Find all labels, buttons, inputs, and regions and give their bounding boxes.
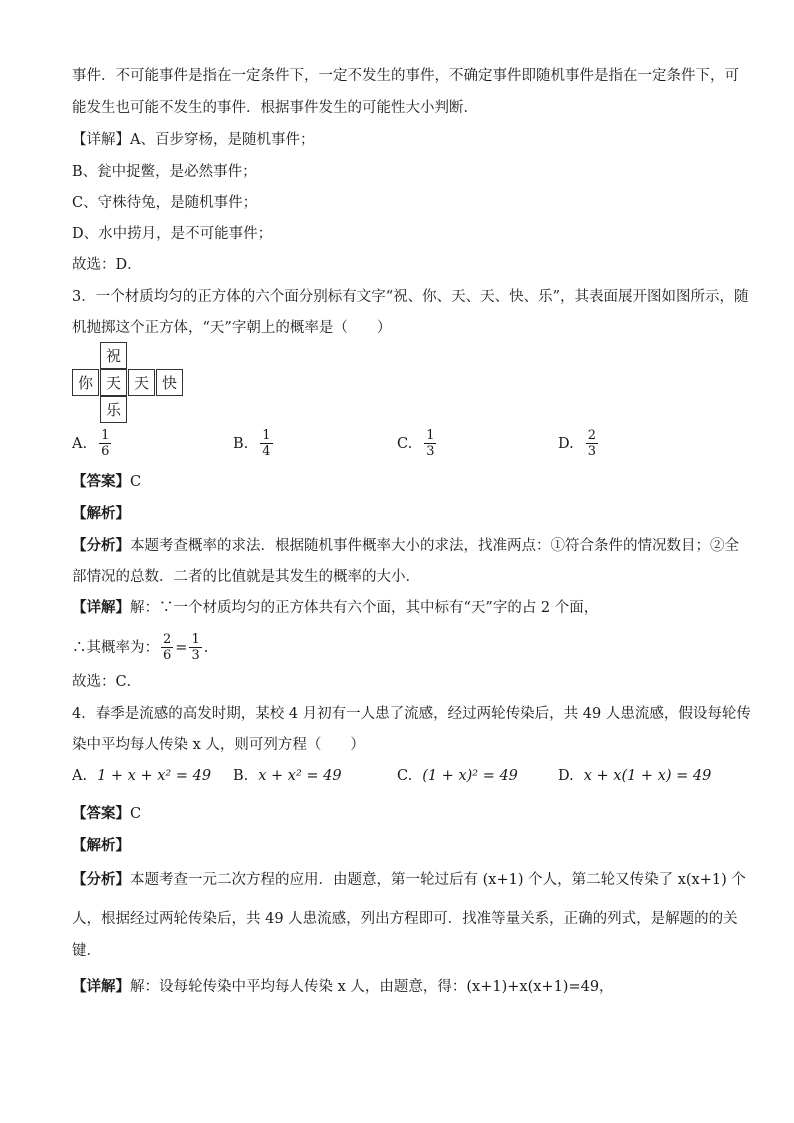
fraction: $\frac{2}{3}$ (587, 428, 596, 459)
net-cell: 你 (72, 369, 99, 396)
analysis-line: 人，根据经过两轮传染后，共 49 人患流感，列出方程即可．找准等量关系，正确的列式，是解题的的关 (72, 911, 738, 927)
text-line: D、水中捞月，是不可能事件； (72, 226, 273, 242)
analysis-line (72, 536, 739, 556)
answer-tag: 【答案】 (72, 474, 130, 490)
analysis-line (72, 870, 746, 890)
option-label: C. (397, 768, 413, 784)
option-label: D. (558, 768, 574, 784)
cube-net-figure (72, 342, 184, 426)
detail-text: A、百步穿杨，是随机事件； (130, 132, 315, 148)
option-a (72, 428, 113, 459)
fraction: $\frac{2}{6}$ (163, 632, 172, 663)
text-line: 事件．不可能事件是指在一定条件下，一定不发生的事件，不确定事件即随机事件是指在一定条件下，可 (72, 68, 739, 84)
option-d (558, 428, 600, 459)
detail-line (72, 977, 614, 997)
analysis-tag: 【分析】 (72, 872, 130, 888)
equals-sign: = (175, 639, 188, 656)
net-cell: 快 (156, 369, 183, 396)
net-cell: 天 (100, 369, 127, 396)
answer-value: C (130, 474, 142, 490)
question-4-line-1: 4．春季是流感的高发时期，某校 4 月初有一人患了流感，经过两轮传染后，共 49 人患流感，假设每轮传 (72, 706, 751, 722)
text-line: 能发生也可能不发生的事件．根据事件发生的可能性大小判断． (72, 100, 478, 116)
analysis-line: 部情况的总数．二者的比值就是其发生的概率的大小． (72, 569, 420, 585)
analysis-heading: 【解析】 (72, 506, 130, 522)
option-a (72, 768, 211, 784)
analysis-heading: 【解析】 (72, 838, 130, 854)
option-label: A. (72, 768, 88, 784)
option-c (397, 428, 438, 459)
option-label: A. (72, 435, 88, 452)
analysis-text: 本题考查一元二次方程的应用．由题意，第一轮过后有 (x+1) 个人，第二轮又传染了 x(x+1) 个 (130, 872, 746, 888)
text-line: B、瓮中捉鳖，是必然事件； (72, 164, 257, 180)
text-line: C、守株待兔，是随机事件； (72, 195, 258, 211)
net-cell-bottom: 乐 (100, 396, 127, 423)
answer-value: C (130, 806, 142, 822)
answer-line (72, 472, 141, 492)
probability-label: ∴其概率为： (72, 639, 159, 656)
option-equation: x + x(1 + x) = 49 (583, 768, 712, 784)
answer-tag: 【答案】 (72, 806, 130, 822)
detail-text: 解：∵一个材质均匀的正方体共有六个面，其中标有“天”字的占 2 个面， (130, 600, 599, 616)
probability-line (72, 632, 208, 663)
option-equation: 1 + x + x² = 49 (97, 768, 212, 784)
detail-tag: 【详解】 (72, 600, 130, 616)
answer-line (72, 804, 141, 824)
detail-line (72, 598, 598, 618)
option-b (233, 768, 342, 784)
detail-line (72, 130, 314, 150)
period: . (203, 639, 209, 656)
option-label: B. (233, 768, 249, 784)
question-3-line-1: 3．一个材质均匀的正方体的六个面分别标有文字“祝、你、天、天、快、乐”，其表面展开图如图所示，随 (72, 289, 749, 305)
option-c (397, 768, 518, 784)
fraction: $\frac{1}{3}$ (191, 632, 200, 663)
choice-line: 故选：C． (72, 674, 142, 690)
option-d (558, 768, 711, 784)
analysis-text: 本题考查概率的求法．根据随机事件概率大小的求法，找准两点：①符合条件的情况数目；②全 (130, 538, 739, 554)
fraction: $\frac{1}{4}$ (262, 428, 271, 459)
option-label: B. (233, 435, 249, 452)
analysis-tag: 【分析】 (72, 538, 130, 554)
option-label: C. (397, 435, 413, 452)
analysis-line: 键． (72, 943, 101, 959)
question-3-line-2: 机抛掷这个正方体，“天”字朝上的概率是（ ） (72, 320, 392, 336)
detail-tag: 【详解】 (72, 132, 130, 148)
detail-tag: 【详解】 (72, 979, 130, 995)
net-cell: 天 (128, 369, 155, 396)
fraction: $\frac{1}{3}$ (426, 428, 435, 459)
fraction: $\frac{1}{6}$ (101, 428, 110, 459)
option-b (233, 428, 275, 459)
choice-line: 故选：D． (72, 257, 142, 273)
option-equation: (1 + x)² = 49 (422, 768, 518, 784)
detail-text: 解：设每轮传染中平均每人传染 x 人，由题意，得：(x+1)+x(x+1)=49， (130, 979, 614, 995)
option-equation: x + x² = 49 (258, 768, 342, 784)
option-label: D. (558, 435, 574, 452)
question-4-line-2: 染中平均每人传染 x 人，则可列方程（ ） (72, 737, 365, 753)
net-cell-top: 祝 (100, 342, 127, 369)
